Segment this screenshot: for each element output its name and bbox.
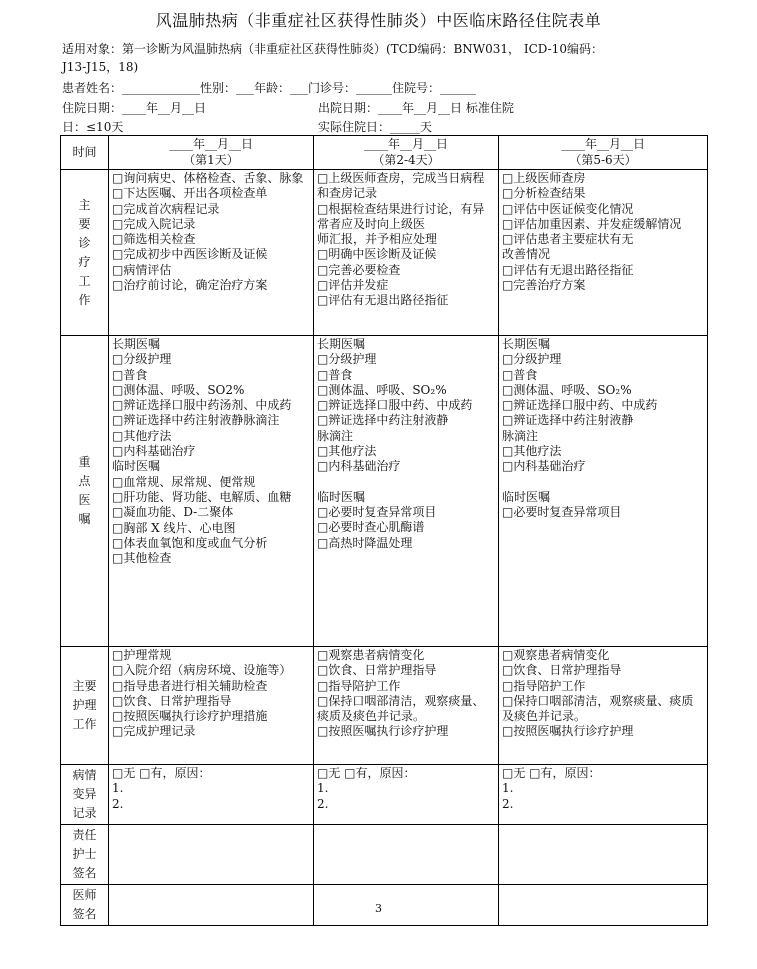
label-char: 医	[78, 493, 91, 507]
label-char: 工	[78, 273, 91, 288]
checklist-item[interactable]: □内科基础治疗	[317, 459, 401, 474]
checklist-item[interactable]: □必要时复查异常项目	[502, 504, 622, 519]
checklist-item[interactable]: □必要时复查异常项目	[317, 504, 437, 519]
checklist-item[interactable]: □评估并发症	[317, 278, 389, 293]
actual-stay-line: 实际住院日：_____天	[318, 120, 433, 134]
row-label-nurse-signature	[61, 825, 109, 885]
label-char: 重	[78, 455, 91, 469]
cell-nursing-day5-6	[499, 647, 708, 765]
nurse-signature-day2-4[interactable]	[314, 825, 499, 885]
checklist-item[interactable]: □分级护理	[112, 352, 172, 367]
cell-diagnosis-day2-4	[314, 170, 499, 336]
checklist-item[interactable]: □指导陪护工作	[502, 678, 586, 693]
orders-heading: 临时医嘱	[502, 489, 551, 504]
checklist-item[interactable]: □询问病史、体格检查、舌象、脉象	[112, 171, 304, 185]
checklist-item[interactable]: □评估中医证候变化情况	[502, 201, 634, 216]
checklist-item[interactable]: □饮食、日常护理指导	[502, 663, 622, 678]
row-label-diagnosis	[61, 170, 109, 336]
checklist-item[interactable]: □评估加重因素、并发症缓解情况	[502, 216, 682, 231]
checklist-item[interactable]: □完成初步中西医诊断及证候	[112, 247, 268, 262]
row-nurse-signature	[61, 825, 708, 885]
checklist-item[interactable]: □上级医师查房，完成当日病程和查房记录	[317, 171, 485, 201]
discharge-date-line: 出院日期：____年__月__日 标准住院	[318, 101, 514, 115]
reason-line[interactable]: 2.	[112, 796, 124, 811]
row-key-orders	[61, 336, 708, 647]
checklist-item-continued: 脉滴注	[317, 428, 354, 443]
checklist-item[interactable]: □其他疗法	[112, 428, 172, 443]
applicable-line-2: J13-J15，18)	[62, 60, 139, 74]
cell-orders-day2-4	[314, 336, 499, 647]
cell-variation-day2-4	[314, 765, 499, 825]
checklist-item[interactable]: □明确中医诊断及证候	[317, 247, 437, 262]
reason-line[interactable]: 1.	[112, 781, 124, 796]
checklist-item[interactable]: □其他疗法	[317, 444, 377, 459]
checklist-item[interactable]: □胸部 X 线片、心电图	[112, 520, 236, 535]
label-char: 疗	[78, 254, 91, 269]
checklist-item[interactable]: □高热时降温处理	[317, 535, 413, 550]
orders-heading: 临时医嘱	[317, 489, 366, 504]
checklist-item[interactable]: □分析检查结果	[502, 186, 586, 201]
checklist-item[interactable]: □普食	[112, 367, 148, 382]
checklist-item[interactable]: □辨证选择口服中药、中成药	[317, 398, 473, 413]
checklist-item[interactable]: □分级护理	[502, 352, 562, 367]
form-title: 风温肺热病（非重症社区获得性肺炎）中医临床路径住院表单	[155, 11, 602, 30]
column-day: （第1天）	[183, 152, 239, 167]
variation-checkbox-line[interactable]: □无 □有，原因：	[112, 766, 211, 780]
checklist-item-continued: 师汇报，并予相应处理	[317, 232, 438, 247]
checklist-item[interactable]: □饮食、日常护理指导	[112, 693, 232, 708]
cell-orders-day1	[109, 336, 314, 647]
checklist-item[interactable]: □保持口咽部清洁，观察痰量、痰质及痰色并记录。	[317, 693, 485, 724]
row-label-variation	[61, 765, 109, 825]
label-char: 要	[78, 216, 91, 231]
checklist-item[interactable]: □其他检查	[112, 551, 172, 566]
variation-checkbox-line[interactable]: □无 □有，原因：	[317, 766, 416, 780]
row-nursing-work	[61, 647, 708, 765]
row-diagnosis-treatment	[61, 170, 708, 336]
checklist-item[interactable]: □按照医嘱执行诊疗护理措施	[112, 709, 268, 724]
checklist-item[interactable]: □内科基础治疗	[112, 444, 196, 459]
checklist-item[interactable]: □辨证选择口服中药汤剂、中成药	[112, 398, 292, 413]
orders-heading: 长期医嘱	[112, 337, 161, 351]
orders-heading: 长期医嘱	[317, 337, 366, 351]
checklist-item[interactable]: □评估有无退出路径指征	[502, 262, 634, 277]
label-line: 签名	[72, 907, 97, 921]
admission-date-line: 住院日期：____年__月__日	[62, 101, 207, 115]
row-variation-record	[61, 765, 708, 825]
label-char: 诊	[78, 235, 91, 250]
checklist-item[interactable]: □辨证选择中药注射液静脉滴注	[112, 413, 280, 428]
nurse-signature-day1[interactable]	[109, 825, 314, 885]
checklist-item[interactable]: □辨证选择中药注射液静	[502, 413, 634, 428]
cell-nursing-day2-4	[314, 647, 499, 765]
label-line: 病情	[72, 768, 97, 782]
checklist-item-continued: 脉滴注	[502, 428, 539, 443]
checklist-item[interactable]: □病情评估	[112, 262, 172, 277]
nurse-signature-day5-6[interactable]	[499, 825, 708, 885]
cell-diagnosis-day5-6	[499, 170, 708, 336]
checklist-item[interactable]: □完成护理记录	[112, 724, 196, 739]
checklist-item[interactable]: □指导陪护工作	[317, 678, 401, 693]
checklist-item[interactable]: □完善治疗方案	[502, 278, 586, 293]
label-char: 主	[78, 197, 91, 212]
checklist-item[interactable]: □普食	[317, 367, 353, 382]
checklist-item[interactable]: □饮食、日常护理指导	[317, 663, 437, 678]
label-line: 主要	[72, 679, 97, 693]
cell-nursing-day1	[109, 647, 314, 765]
checklist-item[interactable]: □完成首次病程记录	[112, 201, 220, 216]
label-char: 作	[78, 292, 91, 307]
variation-checkbox-line[interactable]: □无 □有，原因：	[502, 766, 601, 780]
cell-variation-day1	[109, 765, 314, 825]
checklist-item[interactable]: □内科基础治疗	[502, 459, 586, 474]
applicable-line-1: 适用对象：第一诊断为风温肺热病（非重症社区获得性肺炎）(TCD编码：BNW031， ICD-10编码：	[62, 42, 603, 56]
checklist-item[interactable]: □按照医嘱执行诊疗护理	[502, 724, 634, 739]
column-day: （第2-4天）	[372, 152, 440, 167]
checklist-item[interactable]: □完善必要检查	[317, 262, 401, 277]
row-label-orders	[61, 336, 109, 647]
checklist-item[interactable]: □测体温、呼吸、SO2%	[112, 382, 245, 397]
cell-diagnosis-day1	[109, 170, 314, 336]
checklist-item[interactable]: □指导患者进行相关辅助检查	[112, 678, 268, 693]
checklist-item[interactable]: □肝功能、肾功能、电解质、血糖	[112, 489, 292, 504]
clinical-pathway-table	[60, 135, 708, 926]
column-header-day1	[109, 136, 314, 170]
header-row	[61, 136, 708, 170]
label-line: 工作	[72, 717, 97, 731]
checklist-item[interactable]: □测体温、呼吸、SO₂%	[317, 382, 447, 397]
orders-heading: 长期医嘱	[502, 337, 551, 351]
checklist-item[interactable]: □普食	[502, 367, 538, 382]
checklist-item[interactable]: □按照医嘱执行诊疗护理	[317, 724, 449, 739]
label-line: 记录	[72, 806, 97, 820]
checklist-item[interactable]: □评估患者主要症状有无	[502, 232, 634, 247]
checklist-item[interactable]: □其他疗法	[502, 444, 562, 459]
checklist-item[interactable]: □根据检查结果进行讨论，有异常者应及时向上级医	[317, 201, 485, 231]
checklist-item[interactable]: □观察患者病情变化	[502, 648, 610, 662]
checklist-item[interactable]: □入院介绍（病房环境、设施等）	[112, 663, 292, 678]
label-line: 护理	[72, 698, 97, 712]
checklist-item[interactable]: □下达医嘱、开出各项检查单	[112, 186, 268, 201]
time-label: 时间	[61, 136, 109, 170]
checklist-item[interactable]: □筛选相关检查	[112, 232, 196, 247]
reason-line[interactable]: 2.	[317, 796, 329, 811]
label-line: 变异	[72, 787, 97, 801]
patient-info-line: 患者姓名：_____________性别：___年龄：___门诊号：______住院号：______	[62, 81, 477, 95]
cell-variation-day5-6	[499, 765, 708, 825]
reason-line[interactable]: 2.	[502, 796, 514, 811]
standard-stay-line: 日：≤10天	[62, 120, 124, 134]
orders-heading: 临时医嘱	[112, 459, 161, 474]
row-label-nursing	[61, 647, 109, 765]
label-line: 签名	[72, 866, 97, 880]
column-day: （第5-6天）	[569, 152, 637, 167]
checklist-item[interactable]: □保持口咽部清洁，观察痰量、痰质及痰色并记录。	[502, 693, 694, 724]
column-date: ____年__月__日	[363, 137, 448, 152]
label-char: 点	[78, 474, 91, 488]
page-number: 3	[375, 902, 382, 915]
checklist-item[interactable]: □分级护理	[317, 352, 377, 367]
column-header-day5-6	[499, 136, 708, 170]
checklist-item[interactable]: □必要时查心肌酶谱	[317, 520, 425, 535]
checklist-item[interactable]: □护理常规	[112, 648, 172, 662]
label-line: 护士	[72, 847, 97, 861]
column-header-day2-4	[314, 136, 499, 170]
checklist-item[interactable]: □体表血氧饱和度或血气分析	[112, 535, 268, 550]
checklist-item[interactable]: □完成入院记录	[112, 216, 196, 231]
label-line: 责任	[72, 828, 97, 842]
checklist-item[interactable]: □测体温、呼吸、SO₂%	[502, 382, 632, 397]
checklist-item[interactable]: □评估有无退出路径指征	[317, 293, 449, 308]
checklist-item[interactable]: □凝血功能、D-二聚体	[112, 505, 234, 520]
label-line: 医师	[72, 888, 97, 902]
checklist-item[interactable]: □辨证选择中药注射液静	[317, 413, 449, 428]
column-date: ____年__月__日	[560, 137, 645, 152]
reason-line[interactable]: 1.	[502, 781, 514, 796]
checklist-item[interactable]: □血常规、尿常规、便常规	[112, 474, 256, 489]
checklist-item[interactable]: □治疗前讨论，确定治疗方案	[112, 278, 268, 293]
checklist-item[interactable]: □辨证选择口服中药、中成药	[502, 398, 658, 413]
checklist-item-continued: 改善情况	[502, 247, 551, 262]
checklist-item[interactable]: □观察患者病情变化	[317, 648, 425, 662]
spacer	[317, 475, 495, 490]
spacer	[502, 475, 704, 490]
column-date: ____年__月__日	[168, 137, 253, 152]
cell-orders-day5-6	[499, 336, 708, 647]
label-char: 嘱	[78, 512, 91, 526]
reason-line[interactable]: 1.	[317, 781, 329, 796]
checklist-item[interactable]: □上级医师查房	[502, 171, 586, 185]
